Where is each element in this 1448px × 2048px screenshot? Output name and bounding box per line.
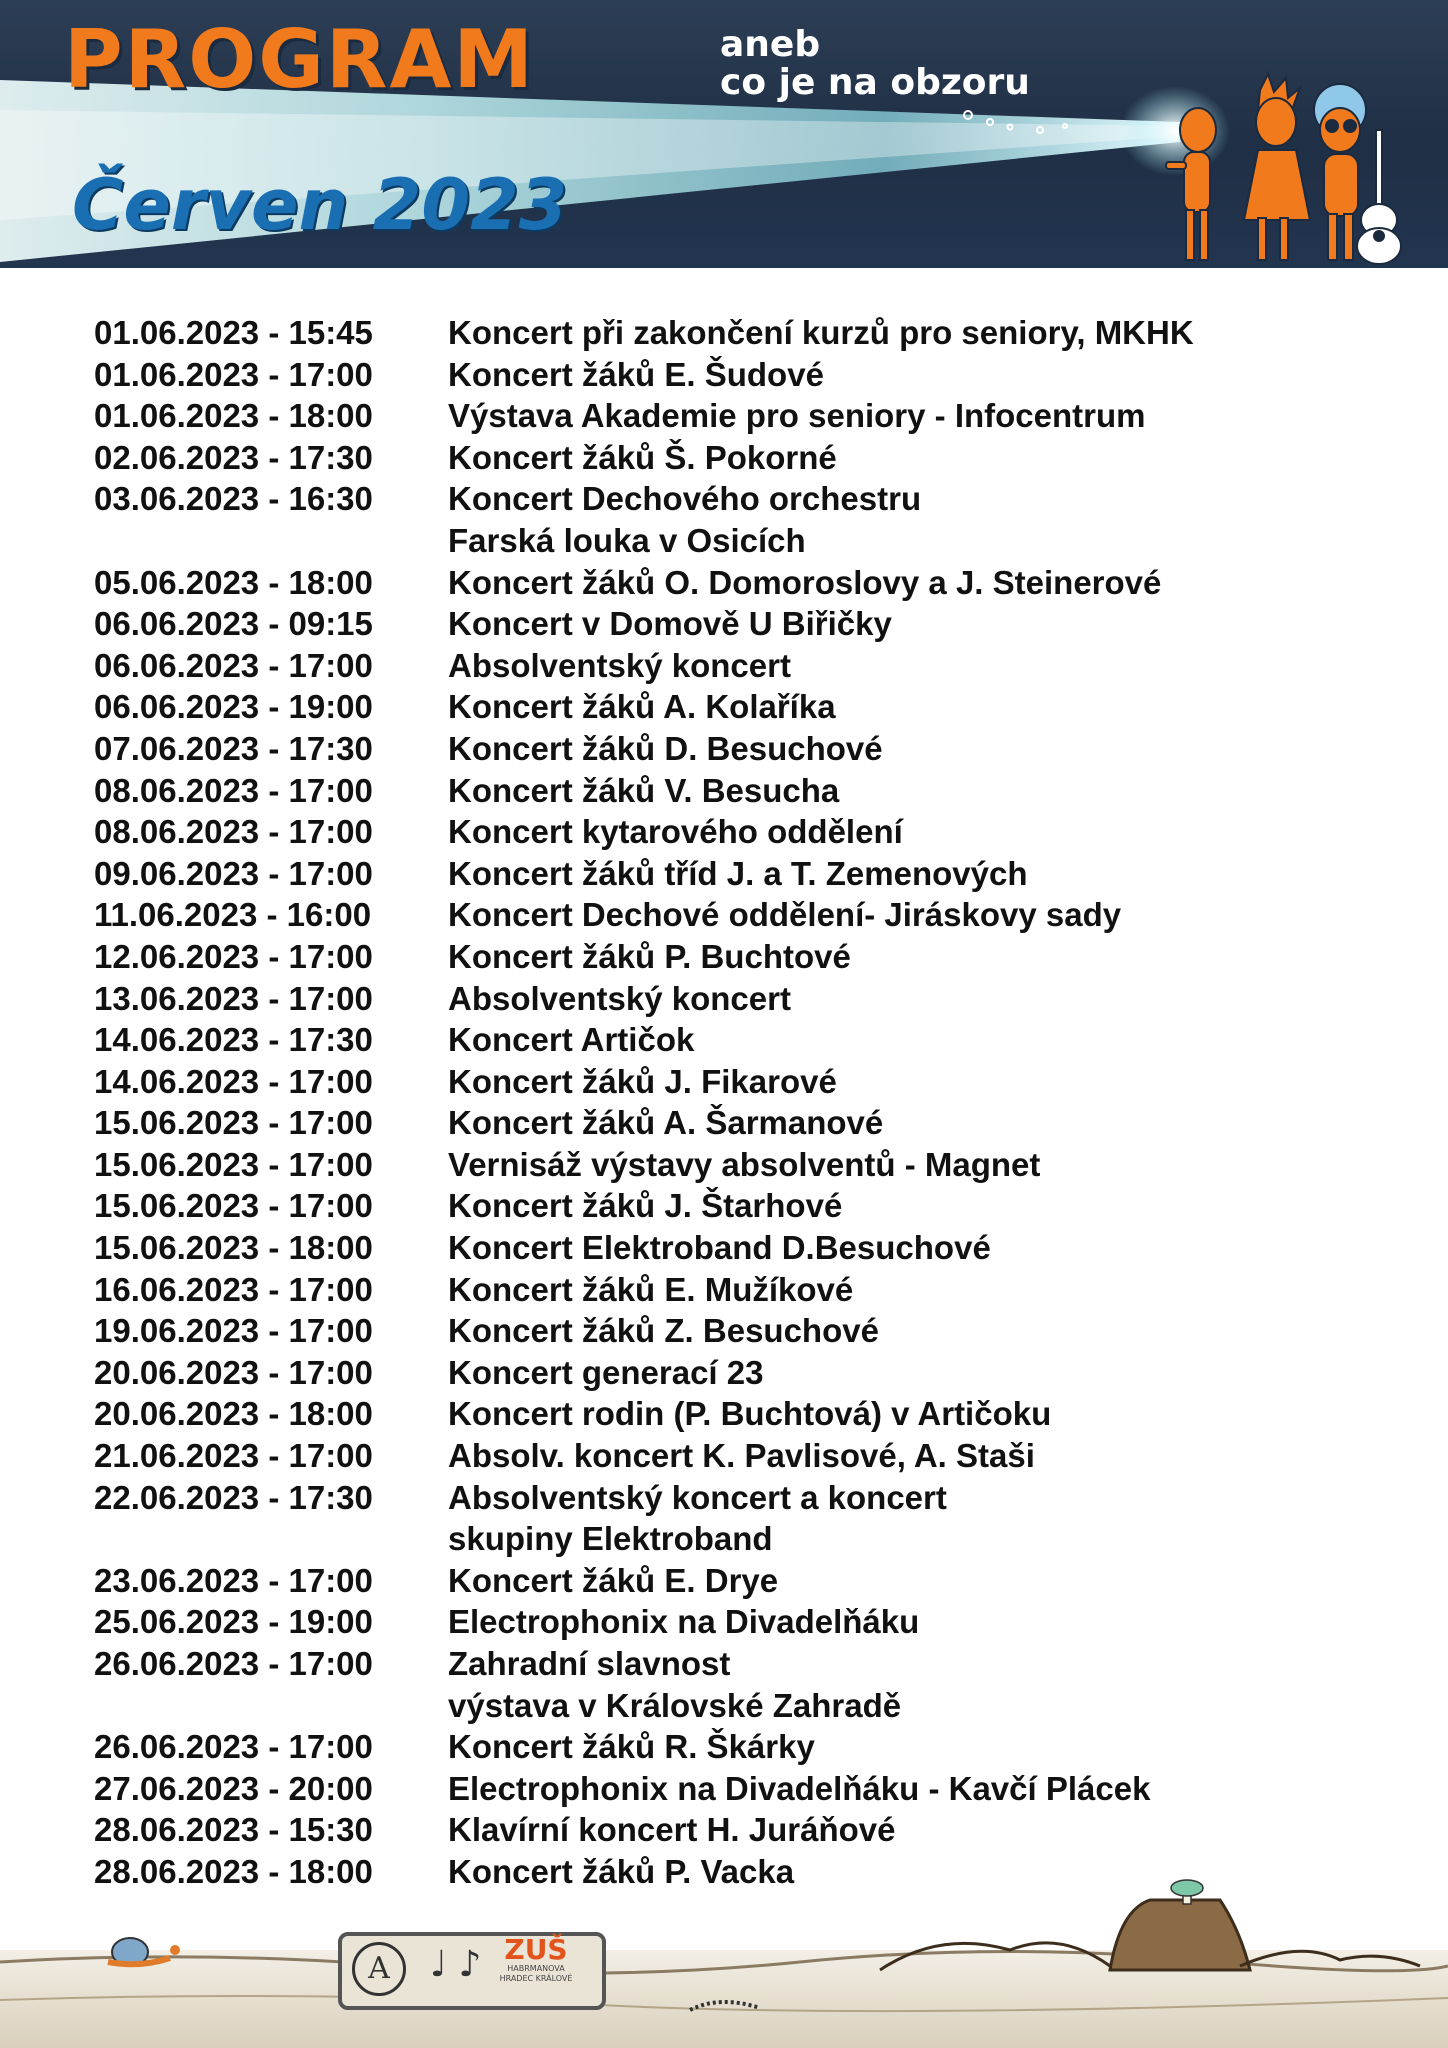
event-description	[448, 936, 851, 978]
event-description-line: Koncert žáků D. Besuchové	[448, 729, 883, 767]
event-row	[94, 603, 1394, 645]
event-datetime: 14.06.2023 - 17:00	[94, 1062, 373, 1100]
event-description-line: Výstava Akademie pro seniory - Infocentrum	[448, 397, 1146, 435]
event-description-line: skupiny Elektroband	[448, 1520, 773, 1558]
event-description-line: Koncert žáků E. Drye	[448, 1561, 779, 1599]
event-datetime: 01.06.2023 - 15:45	[94, 314, 373, 351]
event-row	[94, 312, 1394, 354]
event-datetime: 03.06.2023 - 16:30	[94, 480, 373, 518]
event-datetime: 02.06.2023 - 17:30	[94, 438, 373, 476]
event-datetime: 06.06.2023 - 17:00	[94, 646, 373, 684]
event-row	[94, 1560, 1394, 1602]
event-description	[448, 1643, 901, 1726]
event-description-line: Absolventský koncert	[448, 646, 791, 684]
event-row	[94, 978, 1394, 1020]
event-description	[448, 1560, 778, 1602]
event-description-line: Zahradní slavnost	[448, 1645, 731, 1682]
event-row	[94, 811, 1394, 853]
event-description	[448, 1310, 879, 1352]
event-datetime: 01.06.2023 - 17:00	[94, 355, 373, 393]
event-description-line: Koncert žáků P. Buchtové	[448, 937, 851, 975]
event-row	[94, 1269, 1394, 1311]
character-3-icon	[1314, 84, 1366, 260]
event-description	[448, 1601, 919, 1643]
event-datetime: 15.06.2023 - 17:00	[94, 1187, 373, 1225]
event-datetime: 15.06.2023 - 18:00	[94, 1229, 373, 1267]
subtitle-line-1: aneb	[720, 24, 821, 65]
event-row	[94, 1768, 1394, 1810]
event-description-line: Koncert Dechové oddělení- Jiráskovy sady	[448, 896, 1122, 934]
event-description-line: Absolventský koncert a koncert	[448, 1478, 947, 1516]
event-description	[448, 728, 883, 770]
event-description	[448, 894, 1121, 936]
event-datetime: 09.06.2023 - 17:00	[94, 854, 373, 892]
event-row	[94, 1061, 1394, 1103]
event-datetime: 08.06.2023 - 17:00	[94, 771, 373, 809]
event-description	[448, 686, 836, 728]
footer-landscape-illustration	[0, 1870, 1448, 2048]
event-datetime: 20.06.2023 - 18:00	[94, 1395, 373, 1433]
event-description	[448, 1768, 1150, 1810]
event-datetime: 15.06.2023 - 17:00	[94, 1145, 373, 1183]
event-row	[94, 354, 1394, 396]
event-row	[94, 894, 1394, 936]
event-description	[448, 1726, 815, 1768]
event-datetime: 28.06.2023 - 15:30	[94, 1811, 373, 1849]
event-description-line: výstava v Královské Zahradě	[448, 1686, 902, 1724]
school-logo-line-2: HRADEC KRÁLOVÉ	[499, 1973, 573, 1983]
event-description	[448, 1435, 1035, 1477]
event-description	[448, 1102, 883, 1144]
event-description-line: Koncert Elektroband D.Besuchové	[448, 1229, 991, 1267]
event-row	[94, 562, 1394, 604]
event-description-line: Farská louka v Osicích	[448, 521, 806, 559]
event-row	[94, 1393, 1394, 1435]
school-logo	[486, 1933, 586, 1983]
event-datetime: 06.06.2023 - 09:15	[94, 605, 373, 643]
event-datetime: 11.06.2023 - 16:00	[94, 896, 372, 934]
event-description	[448, 395, 1146, 437]
event-description	[448, 1061, 837, 1103]
event-description-line: Absolventský koncert	[448, 979, 791, 1017]
event-row	[94, 1477, 1394, 1560]
event-datetime: 16.06.2023 - 17:00	[94, 1270, 373, 1308]
event-row	[94, 1643, 1394, 1726]
event-datetime: 23.06.2023 - 17:00	[94, 1561, 373, 1599]
event-datetime: 20.06.2023 - 17:00	[94, 1353, 373, 1391]
event-datetime: 07.06.2023 - 17:30	[94, 729, 373, 767]
guitar-icon	[1357, 130, 1401, 264]
event-description	[448, 478, 921, 561]
event-datetime: 26.06.2023 - 17:00	[94, 1645, 373, 1682]
month-heading: Červen 2023	[72, 164, 568, 246]
event-datetime: 28.06.2023 - 18:00	[94, 1852, 373, 1890]
sponsor-logo-music-icon: ♩ ♪	[430, 1944, 482, 1985]
event-datetime: 08.06.2023 - 17:00	[94, 813, 373, 851]
event-datetime: 14.06.2023 - 17:30	[94, 1021, 373, 1059]
event-description-line: Koncert Dechového orchestru	[448, 480, 922, 518]
event-description-line: Koncert žáků O. Domoroslovy a J. Steinerové	[448, 563, 1162, 601]
event-description	[448, 603, 892, 645]
event-description-line: Koncert žáků A. Kolaříka	[448, 688, 836, 726]
cartoon-characters-illustration	[1140, 70, 1440, 268]
event-description	[448, 853, 1028, 895]
event-description-line: Koncert žáků Š. Pokorné	[448, 438, 837, 476]
event-row	[94, 1227, 1394, 1269]
event-description	[448, 645, 791, 687]
event-row	[94, 1185, 1394, 1227]
event-description	[448, 312, 1194, 354]
event-description-line: Koncert žáků V. Besucha	[448, 771, 840, 809]
page-title: PROGRAM	[64, 13, 536, 106]
event-datetime: 27.06.2023 - 20:00	[94, 1769, 373, 1807]
event-description	[448, 437, 837, 479]
event-description	[448, 1185, 842, 1227]
sponsor-logo-a-icon: A	[352, 1942, 406, 1996]
event-description-line: Koncert v Domově U Biřičky	[448, 605, 892, 643]
event-row	[94, 728, 1394, 770]
event-description-line: Koncert žáků P. Vacka	[448, 1852, 795, 1890]
event-description	[448, 354, 824, 396]
event-row	[94, 645, 1394, 687]
event-row	[94, 395, 1394, 437]
character-1-icon	[1166, 108, 1216, 260]
event-description	[448, 1269, 853, 1311]
event-datetime: 06.06.2023 - 19:00	[94, 688, 373, 726]
event-row	[94, 1809, 1394, 1851]
event-description-line: Koncert Artičok	[448, 1021, 695, 1059]
event-description-line: Koncert kytarového oddělení	[448, 813, 903, 851]
event-datetime: 26.06.2023 - 17:00	[94, 1728, 373, 1766]
event-datetime: 01.06.2023 - 18:00	[94, 397, 373, 435]
character-2-icon	[1244, 74, 1310, 260]
event-row	[94, 437, 1394, 479]
event-datetime: 21.06.2023 - 17:00	[94, 1437, 373, 1475]
event-description-line: Koncert žáků E. Mužíkové	[448, 1270, 854, 1308]
event-datetime: 13.06.2023 - 17:00	[94, 979, 373, 1017]
event-description-line: Koncert žáků A. Šarmanové	[448, 1104, 884, 1142]
event-description	[448, 978, 791, 1020]
event-row	[94, 853, 1394, 895]
event-description	[448, 811, 903, 853]
event-row	[94, 1102, 1394, 1144]
header-banner	[0, 0, 1448, 268]
event-datetime: 25.06.2023 - 19:00	[94, 1603, 373, 1641]
subtitle-line-2: co je na obzoru	[720, 61, 1030, 103]
event-row	[94, 1726, 1394, 1768]
event-row	[94, 686, 1394, 728]
event-row	[94, 1352, 1394, 1394]
event-description-line: Electrophonix na Divadelňáku	[448, 1603, 920, 1641]
event-row	[94, 1144, 1394, 1186]
event-row	[94, 1310, 1394, 1352]
event-description-line: Koncert žáků J. Fikarové	[448, 1062, 837, 1100]
event-description	[448, 1352, 763, 1394]
event-datetime: 22.06.2023 - 17:30	[94, 1478, 373, 1516]
event-description-line: Koncert rodin (P. Buchtová) v Artičoku	[448, 1395, 1052, 1433]
event-description	[448, 1477, 947, 1560]
event-datetime: 19.06.2023 - 17:00	[94, 1312, 373, 1350]
event-row	[94, 1019, 1394, 1061]
school-logo-mark: ZUŠ	[504, 1933, 568, 1966]
event-row	[94, 478, 1394, 561]
event-datetime: 15.06.2023 - 17:00	[94, 1104, 373, 1142]
event-description	[448, 770, 839, 812]
event-description	[448, 562, 1161, 604]
event-description	[448, 1227, 991, 1269]
page-subtitle	[720, 26, 1030, 102]
event-datetime: 05.06.2023 - 18:00	[94, 563, 373, 601]
event-description-line: Koncert generací 23	[448, 1353, 764, 1391]
event-description	[448, 1019, 694, 1061]
event-datetime: 12.06.2023 - 17:00	[94, 937, 373, 975]
event-description-line: Koncert žáků tříd J. a T. Zemenových	[448, 854, 1028, 892]
event-description-line: Koncert žáků J. Štarhové	[448, 1187, 843, 1225]
event-row	[94, 1435, 1394, 1477]
event-schedule	[94, 312, 1394, 1893]
event-description-line: Koncert žáků E. Šudové	[448, 355, 824, 393]
event-description-line: Koncert žáků R. Škárky	[448, 1728, 815, 1766]
event-row	[94, 1601, 1394, 1643]
event-description	[448, 1393, 1051, 1435]
event-description-line: Electrophonix na Divadelňáku - Kavčí Plácek	[448, 1769, 1151, 1807]
event-description-line: Absolv. koncert K. Pavlisové, A. Staši	[448, 1437, 1035, 1475]
event-description	[448, 1809, 895, 1851]
event-description-line: Klavírní koncert H. Juráňové	[448, 1811, 896, 1849]
event-description-line: Koncert žáků Z. Besuchové	[448, 1312, 879, 1350]
event-row	[94, 770, 1394, 812]
school-logo-line-1: HABRMANOVA	[507, 1964, 565, 1973]
event-description-line: Koncert při zakončení kurzů pro seniory, MKHK	[448, 314, 1194, 351]
event-description	[448, 1144, 1040, 1186]
event-description-line: Vernisáž výstavy absolventů - Magnet	[448, 1145, 1041, 1183]
event-row	[94, 936, 1394, 978]
